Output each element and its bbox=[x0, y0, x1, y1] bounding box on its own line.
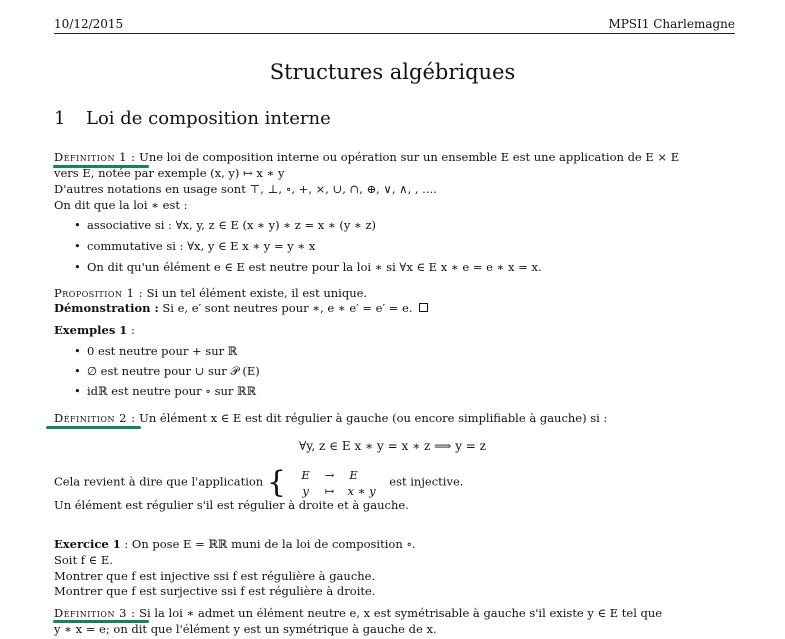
list-item: • commutative si : ∀x, y ∈ E x ∗ y = y ∗ x bbox=[74, 239, 316, 253]
definition-1-line-1 bbox=[54, 150, 679, 164]
injective-line bbox=[54, 465, 463, 500]
exercise-1-text: : On pose E = ℝℝ muni de la loi de composition ∘. bbox=[124, 537, 416, 551]
definition-3-line-1 bbox=[54, 606, 662, 620]
regular-line: Un élément est régulier s'il est régulier à droite et à gauche. bbox=[54, 498, 409, 512]
section-number: 1 bbox=[54, 108, 66, 129]
definition-2-label: Définition 2 : bbox=[54, 411, 136, 425]
definition-3-label: Définition 3 : bbox=[54, 606, 136, 620]
list-item: • associative si : ∀x, y, z ∈ E (x ∗ y) ∗ z = x ∗ (y ∗ z) bbox=[74, 218, 377, 232]
intro-line: On dit que la loi ∗ est : bbox=[54, 198, 188, 212]
demonstration bbox=[54, 301, 428, 315]
section-heading bbox=[54, 108, 331, 129]
exercise-1-line-3: Montrer que f est injective ssi f est régulière à gauche. bbox=[54, 569, 376, 583]
definition-2-formula: ∀y, z ∈ E x ∗ y = x ∗ z ⟹ y = z bbox=[299, 439, 486, 453]
definition-2-highlight bbox=[46, 426, 141, 429]
header-course: MPSI1 Charlemagne bbox=[608, 17, 735, 31]
injective-after: est injective. bbox=[389, 474, 464, 489]
document-title: Structures algébriques bbox=[269, 60, 516, 84]
proposition-1-text: Si un tel élément existe, il est unique. bbox=[146, 286, 368, 300]
page-header bbox=[54, 17, 735, 31]
definition-3-line-2: y ∗ x = e; on dit que l'élément y est un symétrique à gauche de x. bbox=[54, 622, 437, 636]
examples-heading: Exemples 1 : bbox=[54, 323, 135, 337]
notations-line: D'autres notations en usage sont ⊤, ⊥, ∘, +, ×, ∪, ∩, ⊕, ∨, ∧, , .... bbox=[54, 182, 437, 196]
exercise-1-line-4: Montrer que f est surjective ssi f est régulière à droite. bbox=[54, 584, 376, 598]
list-item: • On dit qu'un élément e ∈ E est neutre pour la loi ∗ si ∀x ∈ E x ∗ e = e ∗ x = x. bbox=[74, 260, 542, 274]
definition-2-text: Un élément x ∈ E est dit régulier à gauche (ou encore simplifiable à gauche) si : bbox=[139, 411, 608, 425]
examples-label: Exemples 1 bbox=[54, 323, 128, 337]
injective-before: Cela revient à dire que l'application bbox=[54, 474, 264, 489]
list-item: • 0 est neutre pour + sur ℝ bbox=[74, 344, 238, 358]
proposition-1-label: Proposition 1 : bbox=[54, 286, 143, 300]
definition-3-text: Si la loi ∗ admet un élément neutre e, x est symétrisable à gauche s'il existe y ∈ E tel que bbox=[139, 606, 663, 620]
section-title: Loi de composition interne bbox=[86, 108, 331, 129]
definition-1-line-2: vers E, notée par exemple (x, y) ↦ x ∗ y bbox=[54, 166, 285, 180]
exercise-1-line-1 bbox=[54, 537, 416, 551]
definition-1-label: Définition 1 : bbox=[54, 150, 136, 164]
list-item: • ∅ est neutre pour ∪ sur 𝒫 (E) bbox=[74, 364, 260, 378]
demonstration-label: Démonstration : bbox=[54, 301, 159, 315]
exercise-1-line-2: Soit f ∈ E. bbox=[54, 553, 113, 567]
qed-square-icon bbox=[419, 303, 428, 312]
list-item: • idℝ est neutre pour ∘ sur ℝℝ bbox=[74, 384, 257, 398]
proposition-1 bbox=[54, 286, 367, 300]
header-date: 10/12/2015 bbox=[54, 17, 124, 31]
definition-2 bbox=[54, 411, 607, 425]
exercise-1-label: Exercice 1 bbox=[54, 537, 121, 551]
definition-1-text: Une loi de composition interne ou opération sur un ensemble E est une application de E × E bbox=[139, 150, 680, 164]
demonstration-text: Si e, e′ sont neutres pour ∗, e ∗ e′ = e′ = e. bbox=[162, 301, 413, 315]
brace-icon: { bbox=[266, 465, 286, 500]
application-matrix: E → E y ↦ x ∗ y bbox=[301, 467, 376, 498]
header-rule bbox=[54, 33, 735, 34]
